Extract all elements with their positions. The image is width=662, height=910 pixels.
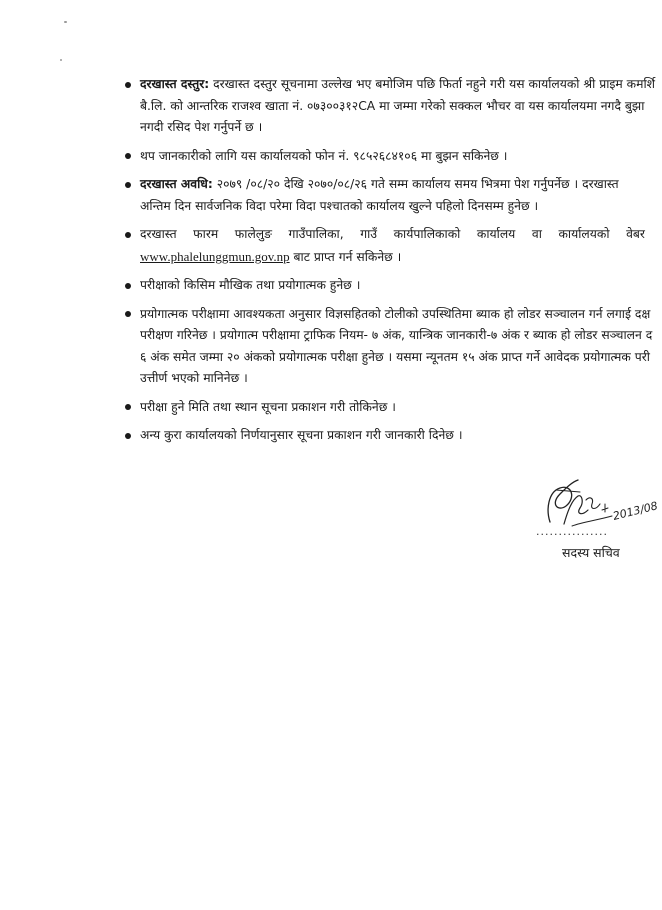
item-line: अन्य कुरा कार्यालयको निर्णयानुसार सूचना प्रकाशन गरी जानकारी दिनेछ । — [140, 428, 463, 442]
signature-title: सदस्य सचिव — [562, 545, 620, 560]
word: दरखास्त — [140, 227, 177, 241]
item-label: दरखास्त अवधि: — [140, 177, 213, 191]
bullet-icon — [125, 433, 131, 439]
bullet-icon — [125, 153, 131, 159]
bullet-icon — [125, 283, 131, 289]
notice-list — [110, 74, 662, 454]
list-item-exam-type — [110, 275, 662, 297]
word: वेबर — [626, 227, 645, 241]
item-line — [140, 74, 662, 96]
bullet-icon — [125, 232, 131, 238]
item-line: बै.लि. को आन्तरिक राजश्व खाता नं. ०७३००३१२CA मा जम्मा गरेको सक्कल भौचर वा यस कार्यालयमा नगदै बुझा — [140, 98, 645, 113]
signature-block — [520, 470, 662, 570]
item-line: ६ अंक समेत जम्मा २० अंकको प्रयोगात्मक परीक्षा हुनेछ । यसमा न्यूनतम १५ अंक प्राप्त गर्ने आवेदक प्रयोगात्मक परी — [140, 349, 650, 364]
list-item-practical-exam — [110, 304, 662, 390]
list-item-application-fee — [110, 74, 662, 139]
bullet-icon — [125, 82, 131, 88]
signature-date: 2013/08 — [611, 499, 660, 523]
item-line: उत्तीर्ण भएको मानिनेछ । — [140, 371, 248, 385]
word: वा — [531, 227, 542, 241]
bullet-icon — [125, 404, 131, 410]
item-line — [140, 246, 662, 269]
item-label: दरखास्त दस्तुर: — [140, 77, 210, 91]
list-item-application-form — [110, 224, 662, 268]
list-item-phone-info — [110, 146, 662, 168]
list-item-other-matters — [110, 425, 662, 447]
word: कार्यपालिकाको — [393, 227, 461, 241]
list-item-application-period — [110, 174, 662, 217]
signature-dots: ................ — [536, 525, 608, 538]
item-line — [140, 174, 662, 196]
item-text: बाट प्राप्त गर्न सकिनेछ । — [289, 249, 402, 264]
item-line: थप जानकारीको लागि यस कार्यालयको फोन नं. ९८५२६८४१०६ मा बुझन सकिनेछ । — [140, 148, 508, 163]
item-line: नगदी रसिद पेश गर्नुपर्ने छ । — [140, 120, 263, 134]
word: फारम — [193, 227, 219, 241]
word: कार्यालयको — [558, 227, 610, 241]
website-link[interactable]: www.phalelunggmun.gov.np — [140, 248, 290, 264]
word: फालेलुङ — [234, 227, 272, 241]
item-line: परीक्षण गरिनेछ । प्रयोगात्म परीक्षामा ट्राफिक नियम- ७ अंक, यान्त्रिक जानकारी-७ अंक र ब्याक हो लोडर सञ्चालन द — [140, 328, 653, 342]
bullet-icon — [125, 311, 131, 317]
item-line: अन्तिम दिन सार्वजनिक विदा परेमा विदा पश्चातको कार्यालय खुल्ने पहिलो दिनसम्म हुनेछ । — [140, 198, 539, 213]
item-text: २०७९ /०८/२० देखि २०७०/०८/२६ गते सम्म कार्यालय समय भित्रमा पेश गर्नुपर्नेछ । दरखास्त — [212, 177, 619, 191]
item-line-justified — [140, 224, 645, 246]
item-line: प्रयोगात्मक परीक्षामा आवश्यकता अनुसार विज्ञसहितको टोलीको उपस्थितिमा ब्याक हो लोडर सञ्चालन गर्न लगाई दक्ष — [140, 306, 651, 321]
word: गाउँपालिका, — [288, 227, 344, 241]
word: गाउँ — [360, 227, 378, 241]
item-line: परीक्षा हुने मिति तथा स्थान सूचना प्रकाशन गरी तोकिनेछ । — [140, 399, 396, 414]
scan-speck — [60, 59, 62, 61]
item-text: दरखास्त दस्तुर सूचनामा उल्लेख भए बमोजिम पछि फिर्ता नहुने गरी यस कार्यालयको श्री प्राइम कमर्शि — [209, 77, 656, 91]
list-item-exam-date — [110, 397, 662, 419]
item-line: परीक्षाको किसिम मौखिक तथा प्रयोगात्मक हुनेछ । — [140, 278, 361, 292]
scan-speck — [64, 21, 67, 23]
bullet-icon — [125, 182, 131, 188]
word: कार्यालय — [476, 227, 516, 241]
